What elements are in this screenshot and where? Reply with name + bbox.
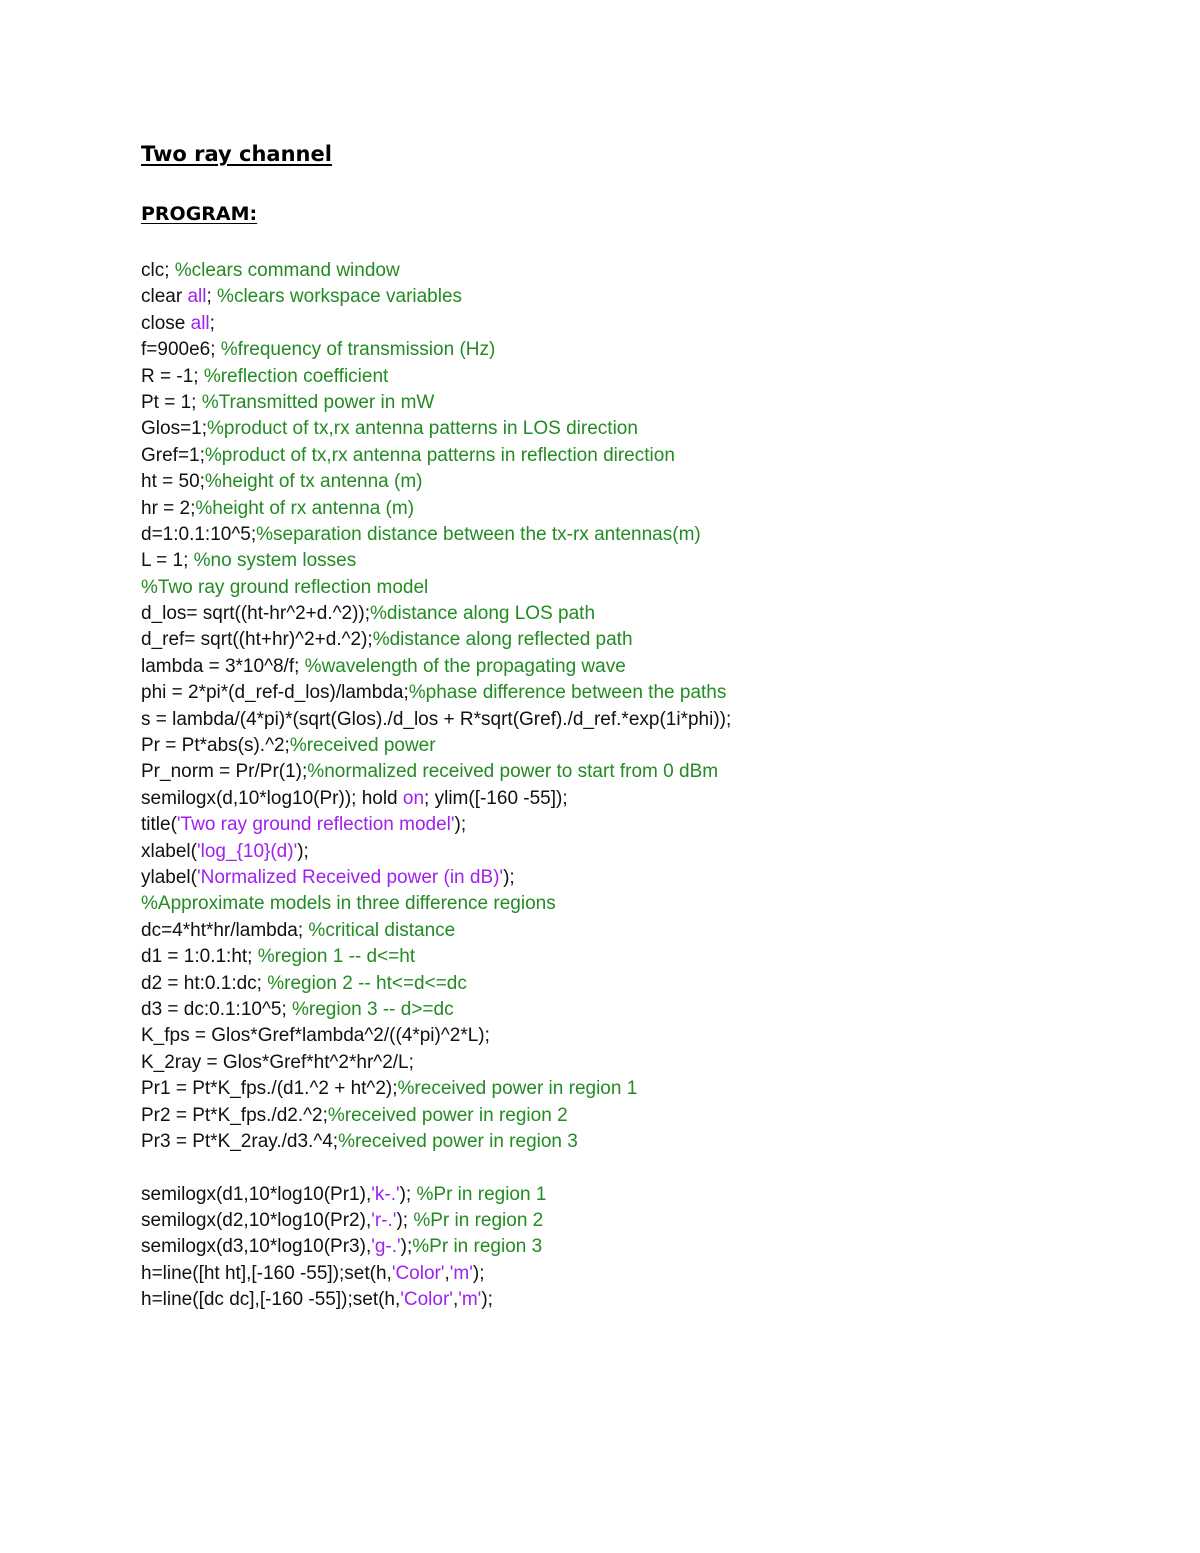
code-keyword: on bbox=[402, 787, 425, 809]
code-comment: %normalized received power to start from 0 dBm bbox=[307, 761, 719, 783]
code-comment: %received power bbox=[289, 735, 436, 757]
code-line bbox=[141, 1287, 1161, 1313]
code-line bbox=[141, 891, 1161, 917]
code-line bbox=[141, 1103, 1161, 1129]
code-text: d3 = dc:0.1:10^5; bbox=[141, 998, 292, 1020]
code-comment: %received power in region 2 bbox=[327, 1104, 568, 1126]
code-text: ; bbox=[209, 312, 215, 334]
code-line bbox=[141, 1155, 1161, 1181]
code-text: K_2ray = Glos*Gref*ht^2*hr^2/L; bbox=[141, 1051, 414, 1073]
code-text: close bbox=[141, 312, 191, 334]
code-text: clc; bbox=[141, 260, 175, 281]
code-text: ); bbox=[503, 866, 515, 888]
document-title: Two ray channel bbox=[141, 142, 332, 166]
code-line bbox=[141, 601, 1161, 627]
code-text: d=1:0.1:10^5; bbox=[141, 523, 257, 545]
code-line bbox=[141, 1261, 1161, 1287]
code-string: 'log_{10}(d)' bbox=[196, 840, 298, 862]
code-line bbox=[141, 443, 1161, 469]
code-text: ylabel( bbox=[141, 866, 197, 888]
code-text: d_ref= sqrt((ht+hr)^2+d.^2); bbox=[141, 629, 373, 651]
code-comment: %Pr in region 1 bbox=[416, 1183, 547, 1205]
code-line bbox=[141, 707, 1161, 733]
code-text: semilogx(d1,10*log10(Pr1), bbox=[141, 1183, 372, 1205]
code-text: xlabel( bbox=[141, 840, 197, 862]
code-line bbox=[141, 258, 1161, 284]
code-comment: %clears command window bbox=[174, 260, 400, 281]
code-line bbox=[141, 469, 1161, 495]
code-text: s = lambda/(4*pi)*(sqrt(Glos)./d_los + R*sqrt(Gref)./d_ref.*exp(1i*phi)); bbox=[141, 708, 732, 730]
code-text: ht = 50; bbox=[141, 471, 205, 493]
code-text: Gref=1; bbox=[141, 444, 205, 466]
code-text: d1 = 1:0.1:ht; bbox=[141, 946, 258, 968]
code-comment: %Pr in region 3 bbox=[412, 1236, 543, 1258]
code-line bbox=[141, 680, 1161, 706]
code-line bbox=[141, 1182, 1161, 1208]
code-comment: %Transmitted power in mW bbox=[201, 391, 435, 413]
code-keyword: all bbox=[190, 312, 210, 334]
code-text: hr = 2; bbox=[141, 497, 196, 519]
code-text: ); bbox=[481, 1289, 493, 1311]
code-comment: %no system losses bbox=[193, 550, 357, 572]
code-text: h=line([ht ht],[-160 -55]);set(h, bbox=[141, 1262, 392, 1284]
code-line bbox=[141, 1050, 1161, 1076]
code-text: K_fps = Glos*Gref*lambda^2/((4*pi)^2*L); bbox=[141, 1025, 490, 1047]
code-line bbox=[141, 548, 1161, 574]
code-comment: %product of tx,rx antenna patterns in reflection direction bbox=[204, 444, 675, 466]
code-line bbox=[141, 575, 1161, 601]
code-line bbox=[141, 311, 1161, 337]
code-string: 'Color' bbox=[391, 1262, 445, 1284]
code-string: 'm' bbox=[449, 1262, 473, 1284]
code-comment: %clears workspace variables bbox=[217, 286, 463, 308]
code-line bbox=[141, 522, 1161, 548]
code-text: f=900e6; bbox=[141, 339, 221, 361]
code-comment: %distance along reflected path bbox=[372, 629, 633, 651]
code-text: ); bbox=[472, 1262, 485, 1284]
code-line bbox=[141, 865, 1161, 891]
code-comment: %region 2 -- ht<=d<=dc bbox=[267, 972, 467, 994]
code-text: title( bbox=[141, 814, 177, 836]
code-comment: %region 3 -- d>=dc bbox=[292, 998, 454, 1020]
code-text: ); bbox=[396, 1210, 414, 1232]
code-text: , bbox=[452, 1289, 459, 1311]
code-comment: %separation distance between the tx-rx antennas(m) bbox=[256, 523, 701, 545]
code-comment: %reflection coefficient bbox=[203, 365, 389, 387]
code-comment: %received power in region 1 bbox=[397, 1078, 638, 1100]
code-text: clear bbox=[141, 286, 188, 308]
code-line bbox=[141, 812, 1161, 838]
code-line bbox=[141, 390, 1161, 416]
program-heading: PROGRAM: bbox=[141, 203, 258, 225]
code-line bbox=[141, 364, 1161, 390]
code-text: ; bbox=[206, 286, 218, 308]
code-text: Pt = 1; bbox=[141, 391, 202, 413]
code-line bbox=[141, 997, 1161, 1023]
code-text: Pr3 = Pt*K_2ray./d3.^4; bbox=[141, 1130, 339, 1152]
code-line bbox=[141, 496, 1161, 522]
code-comment: %Two ray ground reflection model bbox=[141, 576, 429, 598]
code-line bbox=[141, 1234, 1161, 1260]
code-text: d2 = ht:0.1:dc; bbox=[141, 972, 268, 994]
code-text: semilogx(d,10*log10(Pr)); hold bbox=[141, 787, 403, 809]
code-line bbox=[141, 416, 1161, 442]
code-text: ); bbox=[297, 840, 309, 862]
code-text: ); bbox=[400, 1236, 413, 1258]
code-text: phi = 2*pi*(d_ref-d_los)/lambda; bbox=[141, 682, 409, 704]
code-comment: %critical distance bbox=[308, 919, 456, 941]
code-text: dc=4*ht*hr/lambda; bbox=[141, 919, 309, 941]
code-line bbox=[141, 759, 1161, 785]
code-comment: %height of rx antenna (m) bbox=[195, 497, 415, 519]
code-text: lambda = 3*10^8/f; bbox=[141, 655, 305, 677]
code-line bbox=[141, 337, 1161, 363]
code-comment: %phase difference between the paths bbox=[408, 682, 727, 704]
code-text: Pr = Pt*abs(s).^2; bbox=[141, 735, 290, 757]
code-line bbox=[141, 918, 1161, 944]
code-listing bbox=[141, 258, 1161, 1314]
code-comment: %wavelength of the propagating wave bbox=[304, 655, 626, 677]
code-text: Pr_norm = Pr/Pr(1); bbox=[141, 761, 308, 783]
code-text: h=line([dc dc],[-160 -55]);set(h, bbox=[141, 1289, 401, 1311]
code-text: d_los= sqrt((ht-hr^2+d.^2)); bbox=[141, 603, 371, 625]
code-line bbox=[141, 839, 1161, 865]
code-string: 'Two ray ground reflection model' bbox=[176, 814, 455, 836]
code-text: Glos=1; bbox=[141, 418, 208, 440]
code-text: ); bbox=[399, 1183, 417, 1205]
code-comment: %Pr in region 2 bbox=[413, 1210, 544, 1232]
code-string: 'k-.' bbox=[371, 1183, 400, 1205]
code-text: ); bbox=[454, 814, 467, 836]
code-line bbox=[141, 654, 1161, 680]
code-line bbox=[141, 733, 1161, 759]
code-line bbox=[141, 1129, 1161, 1155]
code-string: 'Normalized Received power (in dB)' bbox=[196, 866, 504, 888]
code-string: 'g-.' bbox=[371, 1236, 401, 1258]
code-text: semilogx(d3,10*log10(Pr3), bbox=[141, 1236, 372, 1258]
code-line bbox=[141, 971, 1161, 997]
code-text: ; ylim([-160 -55]); bbox=[424, 787, 568, 809]
code-comment: %height of tx antenna (m) bbox=[204, 471, 423, 493]
code-string: 'r-.' bbox=[371, 1210, 397, 1232]
code-line bbox=[141, 284, 1161, 310]
code-text: L = 1; bbox=[141, 550, 194, 572]
code-text: semilogx(d2,10*log10(Pr2), bbox=[141, 1210, 372, 1232]
code-line bbox=[141, 627, 1161, 653]
code-comment: %received power in region 3 bbox=[338, 1130, 578, 1152]
code-line bbox=[141, 944, 1161, 970]
code-text: Pr2 = Pt*K_fps./d2.^2; bbox=[141, 1104, 328, 1126]
code-comment: %frequency of transmission (Hz) bbox=[220, 339, 496, 361]
code-comment: %product of tx,rx antenna patterns in LOS direction bbox=[207, 418, 638, 440]
code-text: , bbox=[444, 1262, 450, 1284]
code-line bbox=[141, 1076, 1161, 1102]
code-text: R = -1; bbox=[141, 365, 204, 387]
code-string: 'Color' bbox=[400, 1289, 453, 1311]
code-string: 'm' bbox=[458, 1289, 482, 1311]
code-comment: %region 1 -- d<=ht bbox=[257, 946, 416, 968]
code-line bbox=[141, 1208, 1161, 1234]
code-line bbox=[141, 786, 1161, 812]
code-comment: %Approximate models in three difference regions bbox=[141, 893, 556, 915]
code-keyword: all bbox=[187, 286, 207, 308]
code-line bbox=[141, 1023, 1161, 1049]
code-comment: %distance along LOS path bbox=[370, 603, 596, 625]
code-text: Pr1 = Pt*K_fps./(d1.^2 + ht^2); bbox=[141, 1078, 398, 1100]
